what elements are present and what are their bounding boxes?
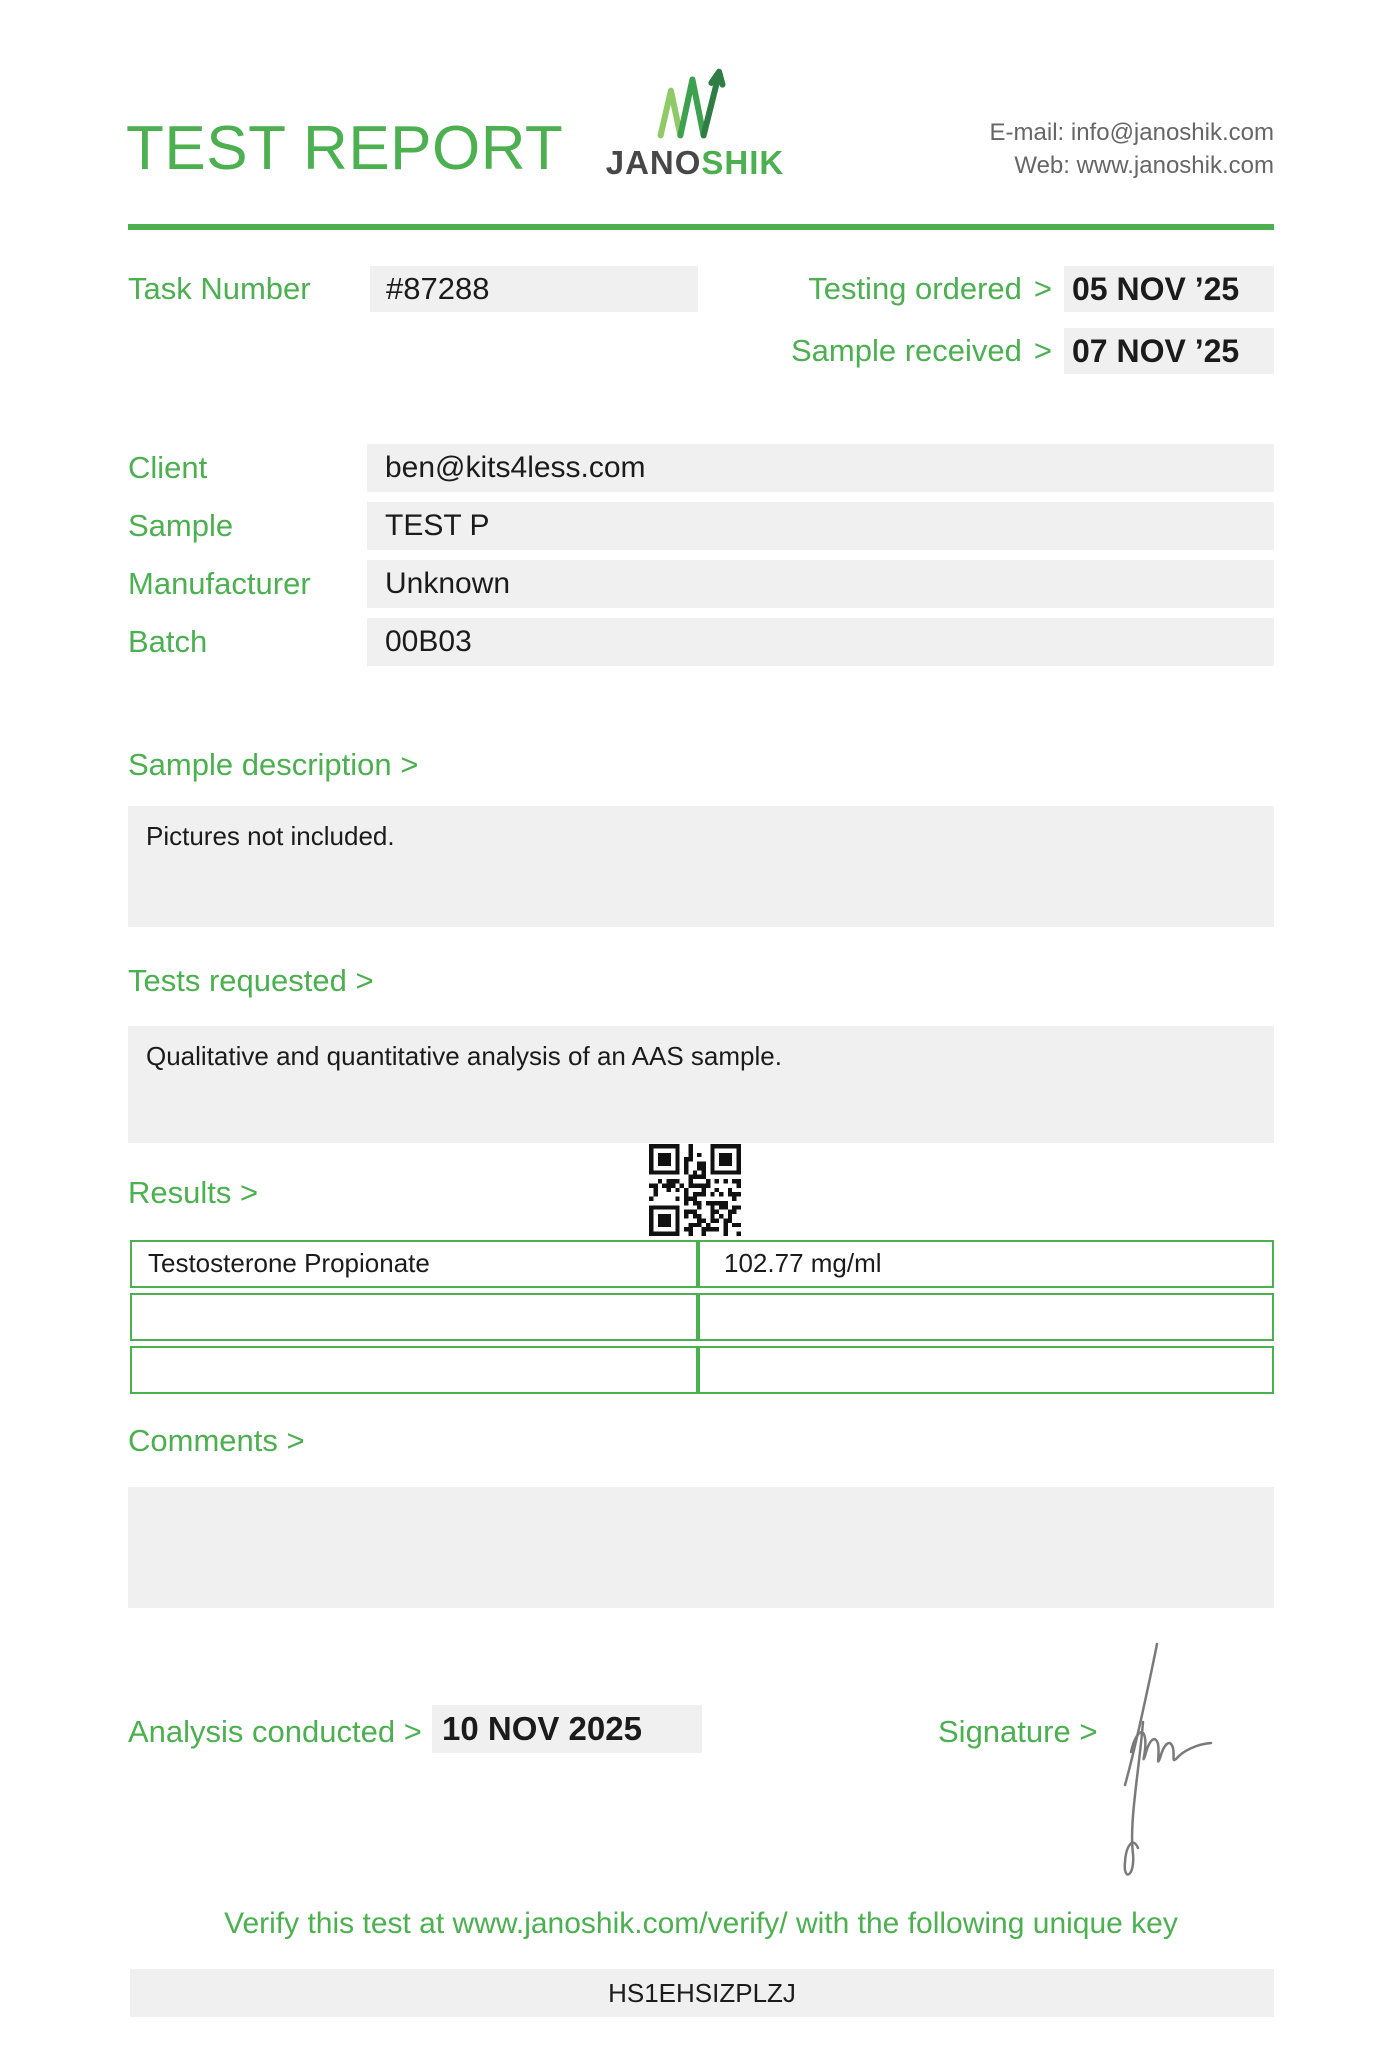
page-title: TEST REPORT: [126, 114, 564, 183]
sample-info-list: [128, 444, 1274, 676]
sample-label: Sample: [128, 508, 234, 543]
table-row: [130, 1240, 1274, 1288]
result-substance: Testosterone Propionate: [130, 1240, 698, 1288]
comments-heading: Comments >: [128, 1423, 305, 1458]
results-heading: Results >: [128, 1175, 259, 1210]
info-row-client: [128, 444, 1274, 492]
qr-code-icon: [649, 1144, 741, 1236]
verify-instruction: Verify this test at www.janoshik.com/verify/ with the following unique key: [224, 1907, 1178, 1940]
client-value: ben@kits4less.com: [367, 444, 1274, 492]
contact-email: E-mail: info@janoshik.com: [989, 119, 1274, 146]
signature-icon: [1095, 1622, 1295, 1892]
analysis-date: 10 NOV 2025: [432, 1705, 702, 1753]
comments-box: [128, 1487, 1274, 1608]
contact-info: [700, 116, 1274, 182]
table-row: [130, 1293, 1274, 1341]
signature-label: Signature >: [938, 1714, 1098, 1749]
sample-received-label: [600, 328, 1052, 374]
info-row-batch: [128, 618, 1274, 666]
tests-requested-box: Qualitative and quantitative analysis of an AAS sample.: [128, 1026, 1274, 1143]
batch-value: 00B03: [367, 618, 1274, 666]
unique-key: HS1EHSIZPLZJ: [130, 1969, 1274, 2017]
sample-received-arrow: >: [1033, 333, 1052, 368]
result-concentration-empty: [698, 1293, 1274, 1341]
sample-value: TEST P: [367, 502, 1274, 550]
result-substance-empty: [130, 1346, 698, 1394]
sample-received-date: 07 NOV ’25: [1064, 328, 1274, 374]
results-table: [130, 1240, 1274, 1399]
signature: [1095, 1622, 1295, 1892]
result-concentration: 102.77 mg/ml: [698, 1240, 1274, 1288]
analysis-conducted-label: Analysis conducted >: [128, 1714, 422, 1749]
result-concentration-empty: [698, 1346, 1274, 1394]
sample-description-heading: Sample description >: [128, 747, 419, 782]
testing-ordered-label: [600, 266, 1052, 312]
info-row-sample: [128, 502, 1274, 550]
qr-code: [649, 1144, 741, 1236]
sample-description-box: Pictures not included.: [128, 806, 1274, 927]
contact-web: Web: www.janoshik.com: [1014, 152, 1274, 179]
task-number-value: #87288: [370, 266, 698, 312]
testing-ordered-text: Testing ordered: [808, 271, 1022, 306]
logo-wordmark-jano: JANO: [605, 144, 702, 181]
table-row: [130, 1346, 1274, 1394]
header-divider: [128, 224, 1274, 230]
info-row-manufacturer: [128, 560, 1274, 608]
manufacturer-label: Manufacturer: [128, 566, 311, 601]
result-substance-empty: [130, 1293, 698, 1341]
testing-ordered-arrow: >: [1033, 271, 1052, 306]
logo-wordmark-shik: SHIK: [701, 144, 785, 181]
testing-ordered-date: 05 NOV ’25: [1064, 266, 1274, 312]
sample-received-text: Sample received: [790, 333, 1022, 368]
task-number-label: Task Number: [128, 271, 311, 306]
manufacturer-value: Unknown: [367, 560, 1274, 608]
client-label: Client: [128, 450, 208, 485]
tests-requested-heading: Tests requested >: [128, 963, 374, 998]
batch-label: Batch: [128, 624, 208, 659]
